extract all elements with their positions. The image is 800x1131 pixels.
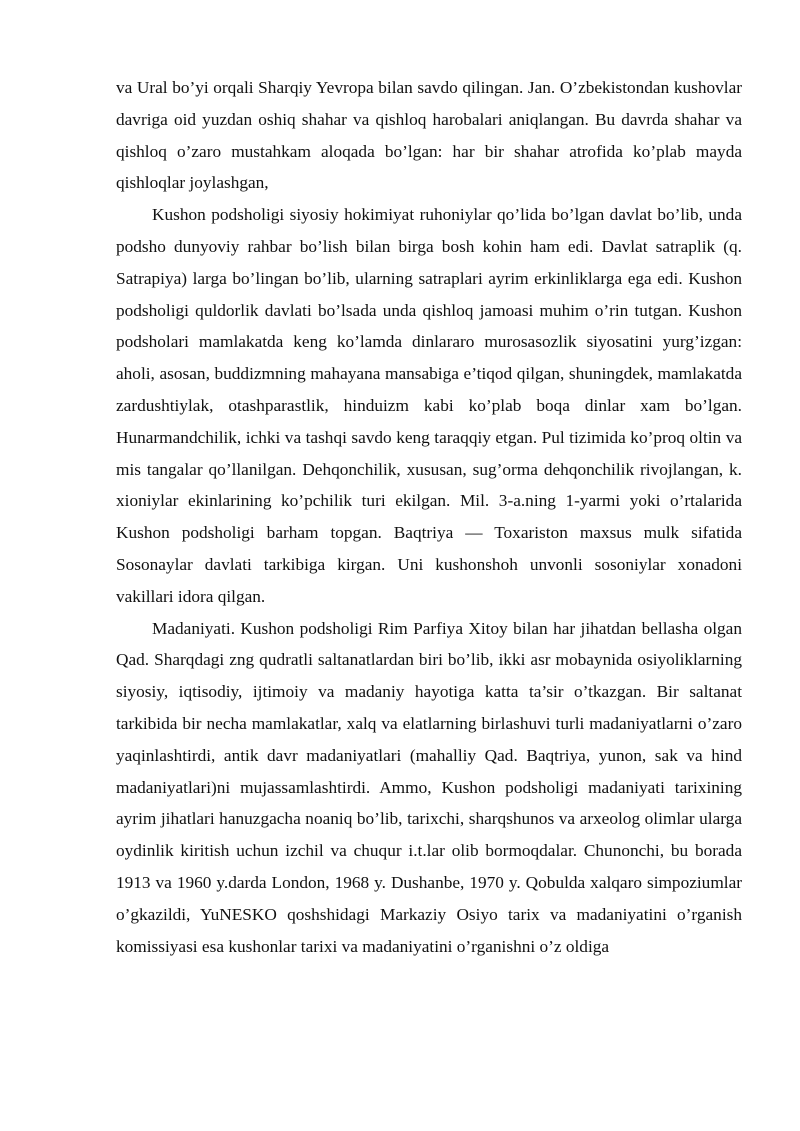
- document-page: [116, 72, 742, 962]
- paragraph-continuation: va Ural bo’yi orqali Sharqiy Yevropa bilan savdo qilingan. Jan. O’zbekistondan kushovlar davriga oid yuzdan oshiq shahar va qishloq harobalari aniqlangan. Bu davrda shahar va qishloq o’zaro mustahkam aloqada bo’lgan: har bir shahar atrofida ko’plab mayda qishloqlar joylashgan,: [116, 78, 742, 193]
- paragraph-culture: Madaniyati. Kushon podsholigi Rim Parfiya Xitoy bilan har jihatdan bellasha olgan Qad. Sharqdagi zng qudratli saltanatlardan biri bo’lib, ikki asr mobaynida osiyoliklarning siyosiy, iqtisodiy, ijtimoiy va madaniy hayotiga katta ta’sir o’tkazgan. Bir saltanat tarkibida bir necha mamlakatlar, xalq va elatlarning birlashuvi turli madaniyatlarni o’zaro yaqinlashtirdi, antik davr madaniyatlari (mahalliy Qad. Baqtriya, yunon, sak va hind madaniyatlari)ni mujassamlashtirdi. Ammo, Kushon podsholigi madaniyati tarixining ayrim jihatlari hanuzgacha noaniq bo’lib, tarixchi, sharqshunos va arxeolog olimlar ularga oydinlik kiritish uchun izchil va chuqur i.t.lar olib bormoqdalar. Chunonchi, bu borada 1913 va 1960 y.darda London, 1968 y. Dushanbe, 1970 y. Qobulda xalqaro simpoziumlar o’gkazildi, YuNESKO qoshshidagi Markaziy Osiyo tarix va madaniyatini o’rganish komissiyasi esa kushonlar tarixi va madaniyatini o’rganishni o’z oldiga: [116, 618, 742, 956]
- paragraph-kushon-state: Kushon podsholigi siyosiy hokimiyat ruhoniylar qo’lida bo’lgan davlat bo’lib, unda podsho dunyoviy rahbar bo’lish bilan birga bosh kohin ham edi. Davlat satraplik (q. Satrapiya) larga bo’lingan bo’lib, ularning satraplari ayrim erkinliklarga ega edi. Kushon podsholigi quldorlik davlati bo’lsada unda qishloq jamoasi muhim o’rin tutgan. Kushon podsholari mamlakatda keng ko’lamda dinlararo murosasozlik siyosatini yurg’izgan: aholi, asosan, buddizmning mahayana mansabiga e’tiqod qilgan, shuningdek, mamlakatda zardushtiylak, otashparastlik, hinduizm kabi ko’plab boqa dinlar xam bo’lgan. Hunarmandchilik, ichki va tashqi savdo keng taraqqiy etgan. Pul tizimida ko’proq oltin va mis tangalar qo’llanilgan. Dehqonchilik, xususan, sug’orma dehqonchilik rivojlangan, k. xioniylar ekinlarining ko’pchilik turi ekilgan. Mil. 3-a.ning 1-yarmi yoki o’rtalarida Kushon podsholigi barham topgan. Baqtriya — Toxariston maxsus mulk sifatida Sosonaylar davlati tarkibiga kirgan. Uni kushonshoh unvonli sosoniylar xonadoni vakillari idora qilgan.: [116, 205, 742, 606]
